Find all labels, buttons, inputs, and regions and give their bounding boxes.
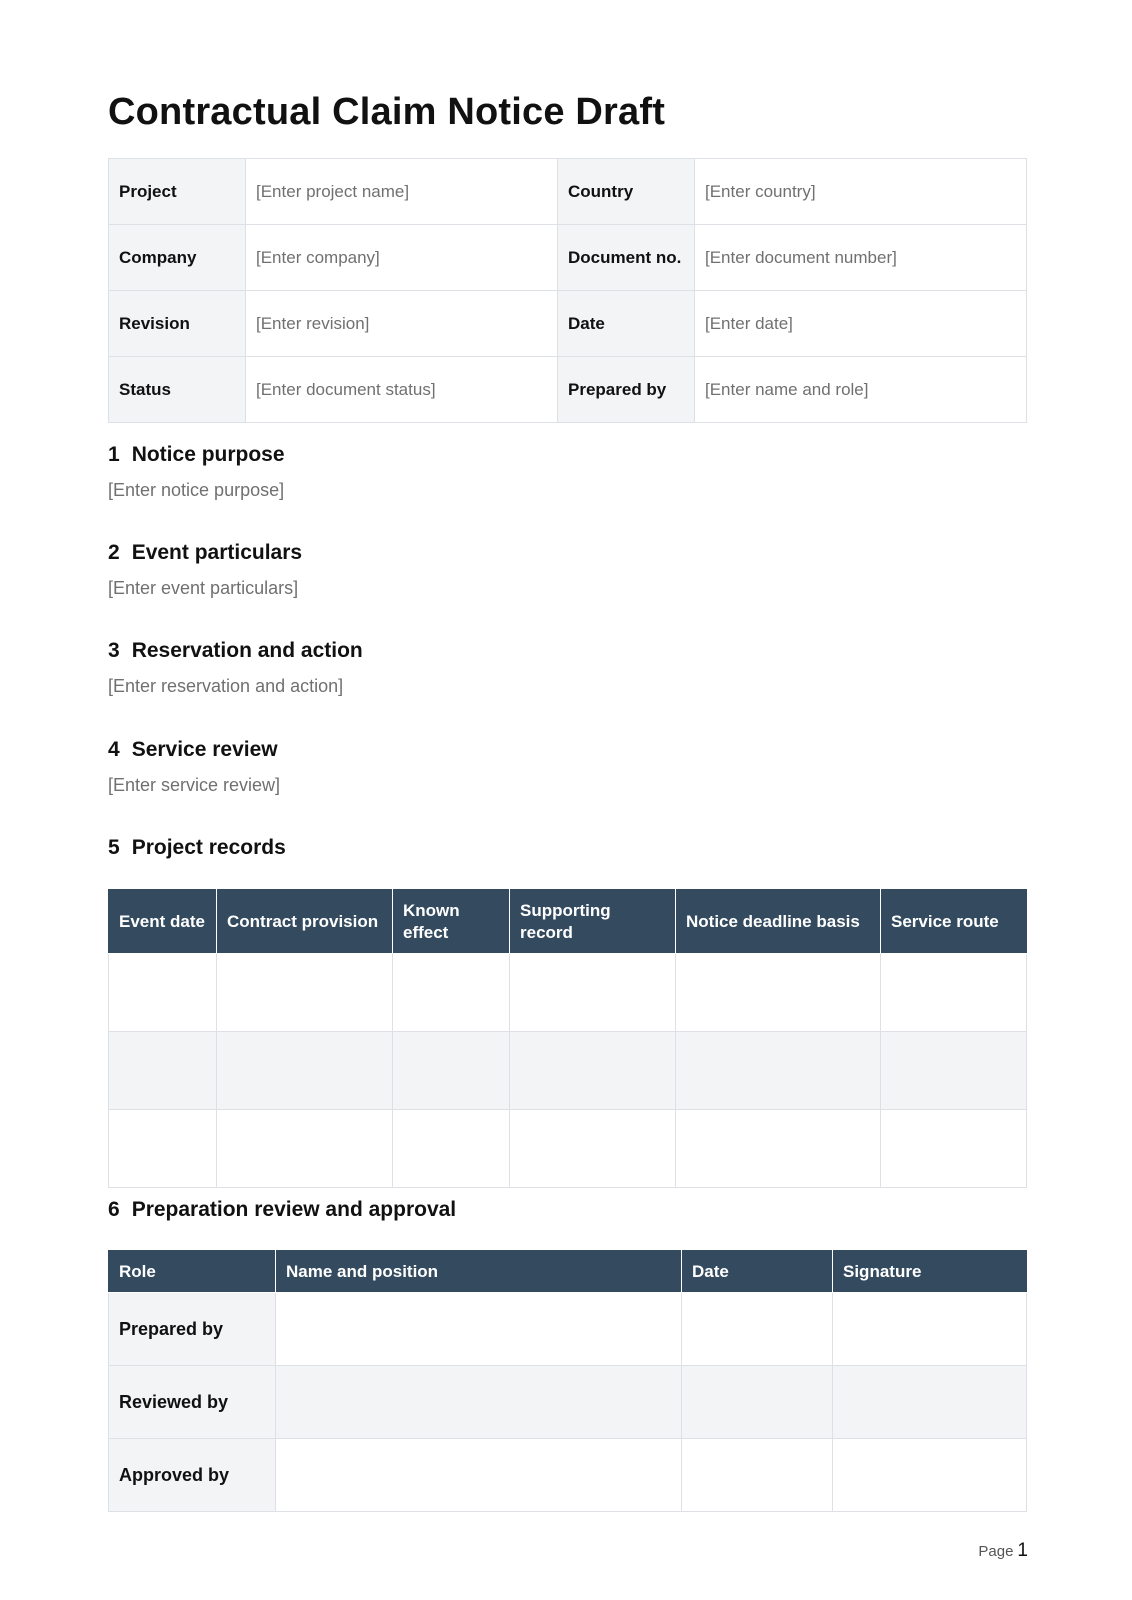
name-and-position-cell[interactable]: [276, 1439, 682, 1512]
signature-cell[interactable]: [833, 1366, 1027, 1439]
country-field[interactable]: [Enter country]: [695, 159, 1027, 225]
section-heading-reservation-and-action: [108, 638, 363, 664]
prepared-by-field[interactable]: [Enter name and role]: [695, 357, 1027, 423]
page-footer: [978, 1540, 1028, 1562]
project-label: Project: [109, 159, 246, 225]
document-number-field[interactable]: [Enter document number]: [695, 225, 1027, 291]
section-heading-event-particulars: [108, 540, 302, 566]
column-header-supporting-record: Supporting record: [510, 890, 676, 954]
event-particulars-field[interactable]: [Enter event particulars]: [108, 578, 299, 598]
table-cell[interactable]: [217, 1032, 393, 1110]
table-row: [109, 1032, 1027, 1110]
column-header-service-route: Service route: [881, 890, 1027, 954]
info-row: [109, 291, 1027, 357]
date-cell[interactable]: [682, 1366, 833, 1439]
section-number: 3: [108, 639, 120, 662]
table-cell[interactable]: [109, 1110, 217, 1188]
section-title: Reservation and action: [131, 639, 363, 662]
section-number: 1: [108, 443, 120, 466]
column-header-role: Role: [109, 1251, 276, 1293]
section-number: 2: [108, 541, 120, 564]
company-label: Company: [109, 225, 246, 291]
date-label: Date: [558, 291, 695, 357]
table-row: [109, 954, 1027, 1032]
document-number-label: Document no.: [558, 225, 695, 291]
column-header-contract-provision: Contract provision: [217, 890, 393, 954]
section-title: Notice purpose: [131, 443, 285, 466]
signature-cell[interactable]: [833, 1439, 1027, 1512]
project-records-table: [108, 889, 1027, 1188]
table-row: [109, 1110, 1027, 1188]
document-info-table: [108, 158, 1027, 423]
approval-table: [108, 1250, 1027, 1512]
table-header-row: [109, 1251, 1027, 1293]
role-label: Prepared by: [109, 1293, 276, 1366]
signature-cell[interactable]: [833, 1293, 1027, 1366]
date-field[interactable]: [Enter date]: [695, 291, 1027, 357]
section-title: Preparation review and approval: [131, 1198, 457, 1221]
section-title: Event particulars: [131, 541, 303, 564]
service-review-field[interactable]: [Enter service review]: [108, 775, 281, 795]
column-header-notice-deadline-basis: Notice deadline basis: [676, 890, 881, 954]
section-title: Service review: [131, 738, 278, 761]
section-heading-preparation-review-and-approval: [108, 1197, 456, 1223]
reservation-and-action-field[interactable]: [Enter reservation and action]: [108, 676, 344, 696]
info-row: [109, 357, 1027, 423]
table-cell[interactable]: [393, 1032, 510, 1110]
revision-field[interactable]: [Enter revision]: [246, 291, 558, 357]
role-label: Approved by: [109, 1439, 276, 1512]
section-number: 5: [108, 836, 120, 859]
table-cell[interactable]: [109, 954, 217, 1032]
table-cell[interactable]: [217, 954, 393, 1032]
country-label: Country: [558, 159, 695, 225]
table-cell[interactable]: [676, 1110, 881, 1188]
section-heading-project-records: [108, 835, 286, 861]
approval-row-approved: [109, 1439, 1027, 1512]
project-field[interactable]: [Enter project name]: [246, 159, 558, 225]
table-cell[interactable]: [676, 954, 881, 1032]
name-and-position-cell[interactable]: [276, 1293, 682, 1366]
approval-row-reviewed: [109, 1366, 1027, 1439]
column-header-event-date: Event date: [109, 890, 217, 954]
document-title: Contractual Claim Notice Draft: [108, 91, 666, 133]
info-row: [109, 225, 1027, 291]
table-cell[interactable]: [510, 1032, 676, 1110]
info-row: [109, 159, 1027, 225]
table-cell[interactable]: [109, 1032, 217, 1110]
section-title: Project records: [131, 836, 286, 859]
status-field[interactable]: [Enter document status]: [246, 357, 558, 423]
table-cell[interactable]: [510, 1110, 676, 1188]
column-header-date: Date: [682, 1251, 833, 1293]
section-heading-service-review: [108, 737, 278, 763]
date-cell[interactable]: [682, 1439, 833, 1512]
table-cell[interactable]: [217, 1110, 393, 1188]
table-cell[interactable]: [393, 1110, 510, 1188]
section-number: 4: [108, 738, 120, 761]
page-number: 1: [1017, 1540, 1028, 1561]
status-label: Status: [109, 357, 246, 423]
table-cell[interactable]: [881, 954, 1027, 1032]
date-cell[interactable]: [682, 1293, 833, 1366]
column-header-name-and-position: Name and position: [276, 1251, 682, 1293]
section-number: 6: [108, 1198, 120, 1221]
prepared-by-label: Prepared by: [558, 357, 695, 423]
table-cell[interactable]: [393, 954, 510, 1032]
table-cell[interactable]: [510, 954, 676, 1032]
name-and-position-cell[interactable]: [276, 1366, 682, 1439]
approval-row-prepared: [109, 1293, 1027, 1366]
table-cell[interactable]: [676, 1032, 881, 1110]
page-label: Page: [978, 1543, 1014, 1560]
column-header-known-effect: Known effect: [393, 890, 510, 954]
section-heading-notice-purpose: [108, 442, 285, 468]
role-label: Reviewed by: [109, 1366, 276, 1439]
table-cell[interactable]: [881, 1032, 1027, 1110]
table-cell[interactable]: [881, 1110, 1027, 1188]
notice-purpose-field[interactable]: [Enter notice purpose]: [108, 480, 285, 500]
table-header-row: [109, 890, 1027, 954]
revision-label: Revision: [109, 291, 246, 357]
company-field[interactable]: [Enter company]: [246, 225, 558, 291]
column-header-signature: Signature: [833, 1251, 1027, 1293]
